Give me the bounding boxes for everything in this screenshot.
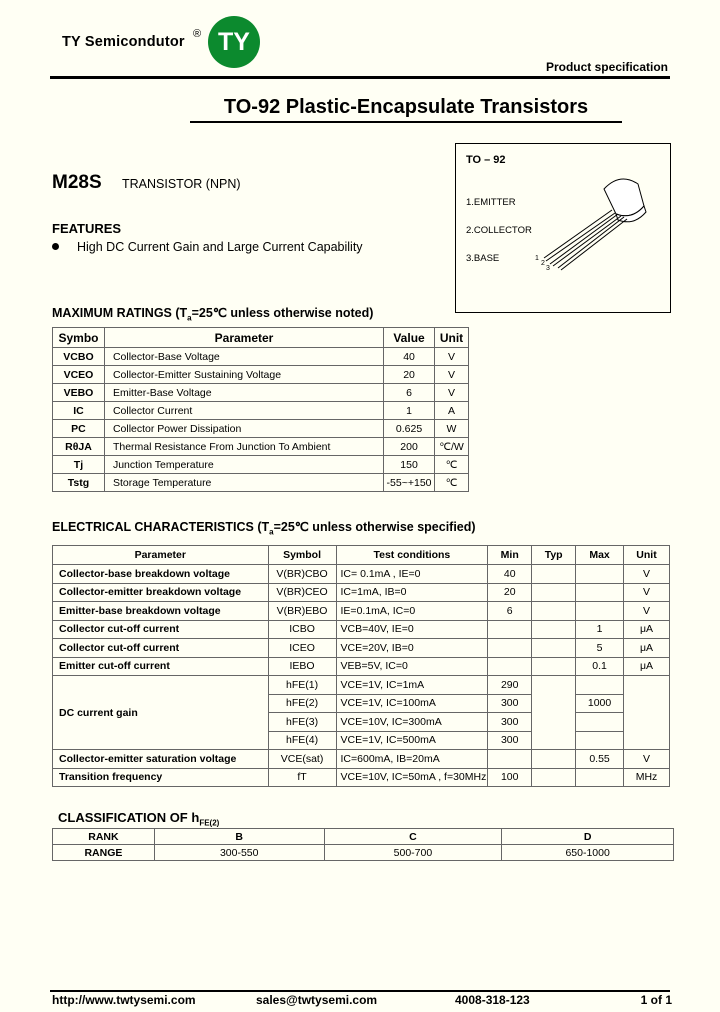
unit-cell: μA — [624, 639, 670, 658]
col-header-parameter: Parameter — [104, 328, 383, 348]
condition-cell: VEB=5V, IC=0 — [336, 657, 488, 676]
symbol-cell: VCBO — [53, 348, 105, 366]
typ-cell — [532, 676, 576, 750]
value-cell: 150 — [384, 456, 435, 474]
max-cell: 0.1 — [576, 657, 624, 676]
min-cell: 300 — [488, 713, 532, 732]
symbol-cell: ICEO — [268, 639, 336, 658]
max-cell: 5 — [576, 639, 624, 658]
condition-cell: IE=0.1mA, IC=0 — [336, 602, 488, 621]
rank-d: D — [502, 829, 674, 845]
rank-label: RANK — [53, 829, 155, 845]
parameter-cell: Collector-Base Voltage — [104, 348, 383, 366]
features-heading: FEATURES — [52, 221, 122, 236]
table-header-row — [53, 546, 670, 565]
table-row — [53, 750, 670, 769]
pin-number-1: 1 — [535, 255, 539, 262]
typ-cell — [532, 750, 576, 769]
parameter-cell: Transition frequency — [53, 768, 269, 787]
unit-cell: V — [624, 583, 670, 602]
footer-rule — [50, 990, 670, 992]
max-cell: 0.55 — [576, 750, 624, 769]
condition-cell: VCE=20V, IB=0 — [336, 639, 488, 658]
parameter-cell: Collector Power Dissipation — [104, 420, 383, 438]
parameter-cell-dc-gain: DC current gain — [53, 676, 269, 750]
min-cell — [488, 620, 532, 639]
unit-cell: V — [435, 384, 469, 402]
table-row — [53, 620, 670, 639]
unit-cell: V — [435, 366, 469, 384]
symbol-cell: hFE(3) — [268, 713, 336, 732]
symbol-cell: VEBO — [53, 384, 105, 402]
value-cell: -55~+150 — [384, 474, 435, 492]
symbol-cell: VCEO — [53, 366, 105, 384]
condition-cell: VCE=10V, IC=300mA — [336, 713, 488, 732]
col-header-unit: Unit — [624, 546, 670, 565]
title-underline — [190, 121, 622, 123]
parameter-cell: Collector Current — [104, 402, 383, 420]
unit-cell: ℃ — [435, 474, 469, 492]
condition-cell: VCE=1V, IC=500mA — [336, 731, 488, 750]
unit-cell: V — [624, 602, 670, 621]
value-cell: 40 — [384, 348, 435, 366]
range-d: 650-1000 — [502, 845, 674, 861]
value-cell: 1 — [384, 402, 435, 420]
company-logo: TY — [208, 16, 260, 68]
unit-cell: ℃ — [435, 456, 469, 474]
symbol-cell: fT — [268, 768, 336, 787]
min-cell — [488, 750, 532, 769]
max-cell — [576, 676, 624, 695]
parameter-cell: Emitter-base breakdown voltage — [53, 602, 269, 621]
min-cell: 20 — [488, 583, 532, 602]
table-row — [53, 583, 670, 602]
condition-cell: VCE=1V, IC=100mA — [336, 694, 488, 713]
parameter-cell: Collector-emitter breakdown voltage — [53, 583, 269, 602]
value-cell: 0.625 — [384, 420, 435, 438]
feature-item: High DC Current Gain and Large Current Capability — [77, 240, 363, 254]
min-cell: 300 — [488, 694, 532, 713]
electrical-table — [52, 545, 670, 787]
symbol-cell: ICBO — [268, 620, 336, 639]
footer-phone: 4008-318-123 — [455, 993, 530, 1007]
unit-cell: V — [624, 565, 670, 584]
condition-cell: IC=1mA, IB=0 — [336, 583, 488, 602]
header-rule — [50, 78, 670, 79]
part-type: TRANSISTOR (NPN) — [122, 177, 241, 191]
col-header-typ: Typ — [532, 546, 576, 565]
pin-3-label: 3.BASE — [466, 253, 500, 264]
table-row — [53, 456, 469, 474]
table-row — [53, 348, 469, 366]
symbol-cell: V(BR)CEO — [268, 583, 336, 602]
unit-cell: μA — [624, 620, 670, 639]
pin-1-label: 1.EMITTER — [466, 197, 516, 208]
symbol-cell: Tj — [53, 456, 105, 474]
unit-cell: V — [624, 750, 670, 769]
parameter-cell: Emitter-Base Voltage — [104, 384, 383, 402]
package-title: TO – 92 — [466, 154, 506, 166]
registered-mark: ® — [193, 28, 202, 40]
value-cell: 6 — [384, 384, 435, 402]
typ-cell — [532, 602, 576, 621]
table-row — [53, 639, 670, 658]
range-b: 300-550 — [154, 845, 324, 861]
symbol-cell: hFE(2) — [268, 694, 336, 713]
table-row — [53, 602, 670, 621]
symbol-cell: hFE(4) — [268, 731, 336, 750]
col-header-unit: Unit — [435, 328, 469, 348]
rank-b: B — [154, 829, 324, 845]
max-cell — [576, 731, 624, 750]
bullet-icon — [52, 243, 59, 250]
table-row — [53, 474, 469, 492]
table-row — [53, 565, 670, 584]
footer-url[interactable]: http://www.twtysemi.com — [52, 993, 196, 1007]
header-rule-thick — [50, 76, 670, 78]
table-header-row — [53, 328, 469, 348]
max-cell — [576, 713, 624, 732]
symbol-cell: IEBO — [268, 657, 336, 676]
pin-2-label: 2.COLLECTOR — [466, 225, 532, 236]
symbol-cell: Tstg — [53, 474, 105, 492]
min-cell: 300 — [488, 731, 532, 750]
footer-page-number: 1 of 1 — [640, 993, 672, 1007]
min-cell: 290 — [488, 676, 532, 695]
unit-cell: μA — [624, 657, 670, 676]
part-number: M28S — [52, 172, 102, 193]
parameter-cell: Junction Temperature — [104, 456, 383, 474]
max-cell — [576, 602, 624, 621]
rank-c: C — [324, 829, 502, 845]
value-cell: 20 — [384, 366, 435, 384]
symbol-cell: V(BR)CBO — [268, 565, 336, 584]
company-name: TY Semicondutor — [62, 34, 185, 50]
footer-email[interactable]: sales@twtysemi.com — [256, 993, 378, 1007]
table-row — [53, 676, 670, 695]
max-cell: 1000 — [576, 694, 624, 713]
symbol-cell: hFE(1) — [268, 676, 336, 695]
table-row — [53, 768, 670, 787]
range-label: RANGE — [53, 845, 155, 861]
symbol-cell: RθJA — [53, 438, 105, 456]
typ-cell — [532, 583, 576, 602]
unit-cell — [624, 676, 670, 750]
unit-cell: ℃/W — [435, 438, 469, 456]
table-row — [53, 420, 469, 438]
symbol-cell: VCE(sat) — [268, 750, 336, 769]
page-title: TO-92 Plastic-Encapsulate Transistors — [223, 96, 589, 118]
min-cell: 6 — [488, 602, 532, 621]
max-cell — [576, 768, 624, 787]
typ-cell — [532, 768, 576, 787]
max-cell — [576, 565, 624, 584]
to92-package-drawing — [532, 164, 662, 276]
col-header-conditions: Test conditions — [336, 546, 488, 565]
col-header-parameter: Parameter — [53, 546, 269, 565]
pin-number-2: 2 — [541, 260, 545, 267]
symbol-cell: PC — [53, 420, 105, 438]
condition-cell: VCE=10V, IC=50mA , f=30MHz — [336, 768, 488, 787]
table-row — [53, 438, 469, 456]
table-row — [53, 384, 469, 402]
parameter-cell: Collector-base breakdown voltage — [53, 565, 269, 584]
col-header-min: Min — [488, 546, 532, 565]
max-ratings-table — [52, 327, 469, 492]
unit-cell: A — [435, 402, 469, 420]
condition-cell: VCE=1V, IC=1mA — [336, 676, 488, 695]
condition-cell: VCB=40V, IE=0 — [336, 620, 488, 639]
parameter-cell: Emitter cut-off current — [53, 657, 269, 676]
symbol-cell: V(BR)EBO — [268, 602, 336, 621]
min-cell — [488, 639, 532, 658]
table-row — [53, 845, 674, 861]
classification-table — [52, 828, 674, 861]
typ-cell — [532, 657, 576, 676]
range-c: 500-700 — [324, 845, 502, 861]
parameter-cell: Collector-emitter saturation voltage — [53, 750, 269, 769]
value-cell: 200 — [384, 438, 435, 456]
pin-number-3: 3 — [546, 265, 550, 272]
parameter-cell: Thermal Resistance From Junction To Ambient — [104, 438, 383, 456]
unit-cell: V — [435, 348, 469, 366]
max-cell: 1 — [576, 620, 624, 639]
table-row — [53, 366, 469, 384]
typ-cell — [532, 639, 576, 658]
unit-cell: MHz — [624, 768, 670, 787]
min-cell — [488, 657, 532, 676]
col-header-max: Max — [576, 546, 624, 565]
typ-cell — [532, 620, 576, 639]
max-ratings-heading: MAXIMUM RATINGS ($T_a=25℃$ unless otherwise noted) — [52, 306, 374, 323]
col-header-symbol: Symbo — [53, 328, 105, 348]
min-cell: 100 — [488, 768, 532, 787]
typ-cell — [532, 565, 576, 584]
symbol-cell: IC — [53, 402, 105, 420]
parameter-cell: Storage Temperature — [104, 474, 383, 492]
col-header-symbol: Symbol — [268, 546, 336, 565]
col-header-value: Value — [384, 328, 435, 348]
classification-heading: CLASSIFICATION OF $h_{FE(2)}$ — [58, 810, 220, 828]
parameter-cell: Collector-Emitter Sustaining Voltage — [104, 366, 383, 384]
table-row — [53, 829, 674, 845]
parameter-cell: Collector cut-off current — [53, 620, 269, 639]
condition-cell: IC=600mA, IB=20mA — [336, 750, 488, 769]
condition-cell: IC= 0.1mA , IE=0 — [336, 565, 488, 584]
electrical-heading: ELECTRICAL CHARACTERISTICS ($T_a=25℃$ unless otherwise specified) — [52, 520, 476, 537]
max-cell — [576, 583, 624, 602]
product-specification: Product specification — [545, 60, 668, 74]
min-cell: 40 — [488, 565, 532, 584]
table-row — [53, 657, 670, 676]
table-row — [53, 402, 469, 420]
unit-cell: W — [435, 420, 469, 438]
package-box — [455, 143, 671, 313]
parameter-cell: Collector cut-off current — [53, 639, 269, 658]
